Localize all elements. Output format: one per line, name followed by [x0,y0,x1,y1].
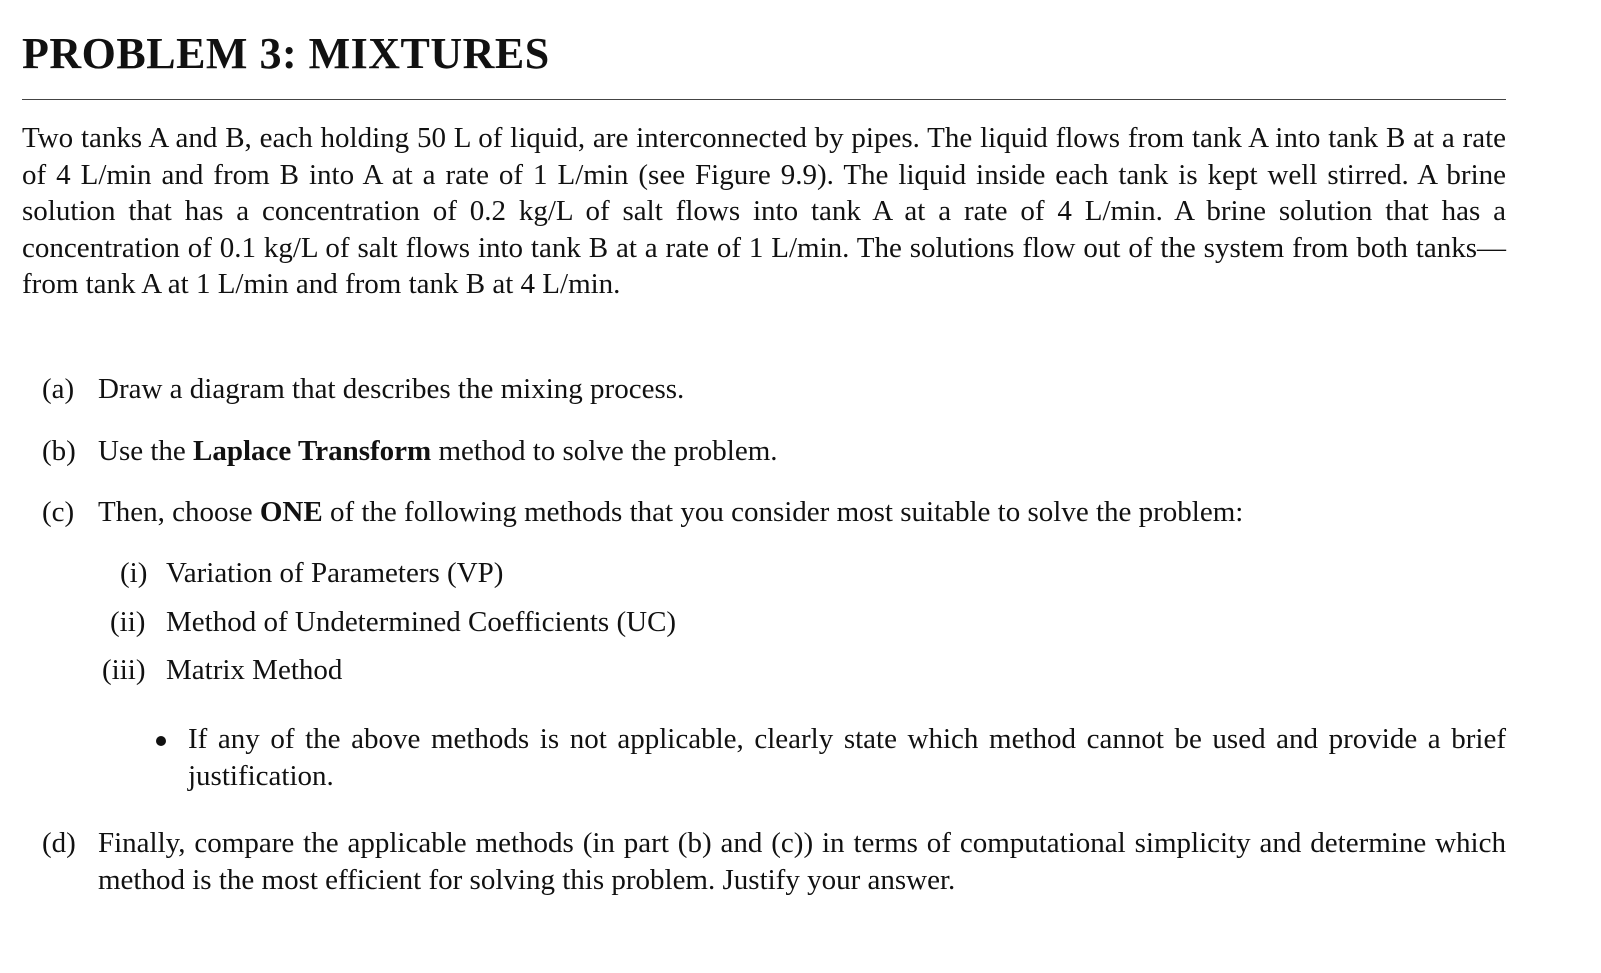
bullet-note-text: If any of the above methods is not applicable, clearly state which method cannot be used and provide a brief justification. [188,723,1506,792]
option-iii-text: Matrix Method [166,654,343,686]
part-c-emphasis: ONE [259,496,323,528]
part-a-label: (a) [42,373,75,405]
part-b-emphasis: Laplace Transform [193,435,432,467]
part-b-label: (b) [42,435,76,467]
part-c-text [98,494,1506,531]
part-c-label: (c) [42,496,75,528]
part-d-text: Finally, compare the applicable methods (in part (b) and (c)) in terms of computational simplicity and determine which method is the most efficient for solving this problem. Justify your answer. [98,827,1506,896]
part-b-text-post: method to solve the problem. [431,435,778,467]
part-c-text-post: of the following methods that you consider most suitable to solve the problem: [322,496,1244,528]
part-b [42,433,1506,470]
problem-statement: Two tanks A and B, each holding 50 L of liquid, are interconnected by pipes. The liquid flows from tank A into tank B at a rate of 4 L/min and from B into A at a rate of 1 L/min (see Figure 9.9). The liquid inside each tank is kept well stirred. A brine solution that has a concentration of 0.2 kg/L of salt flows into tank A at a rate of 4 L/min. A brine solution that has a concentration of 0.1 kg/L of salt flows into tank B at a rate of 1 L/min. The solutions flow out of the system from both tanks—from tank A at 1 L/min and from tank B at 4 L/min. [22,122,1506,300]
part-c [42,494,1506,531]
part-a-text: Draw a diagram that describes the mixing process. [98,373,685,405]
part-c-text-pre: Then, choose [98,496,260,528]
title-divider [22,99,1506,100]
bullet-icon [156,736,166,746]
part-a [42,371,1506,408]
option-i-label: (i) [120,557,148,589]
part-d-label: (d) [42,827,76,859]
option-ii-label: (ii) [110,606,146,638]
part-b-text-pre: Use the [98,435,194,467]
option-iii-label: (iii) [102,654,146,686]
option-i-text: Variation of Parameters (VP) [166,557,504,589]
option-ii-text: Method of Undetermined Coefficients (UC) [166,606,677,638]
page-title: PROBLEM 3: MIXTURES [22,29,550,78]
bullet-note [156,721,1506,795]
document-page [22,0,1506,896]
part-d [42,825,1506,899]
part-b-text [98,433,1506,470]
